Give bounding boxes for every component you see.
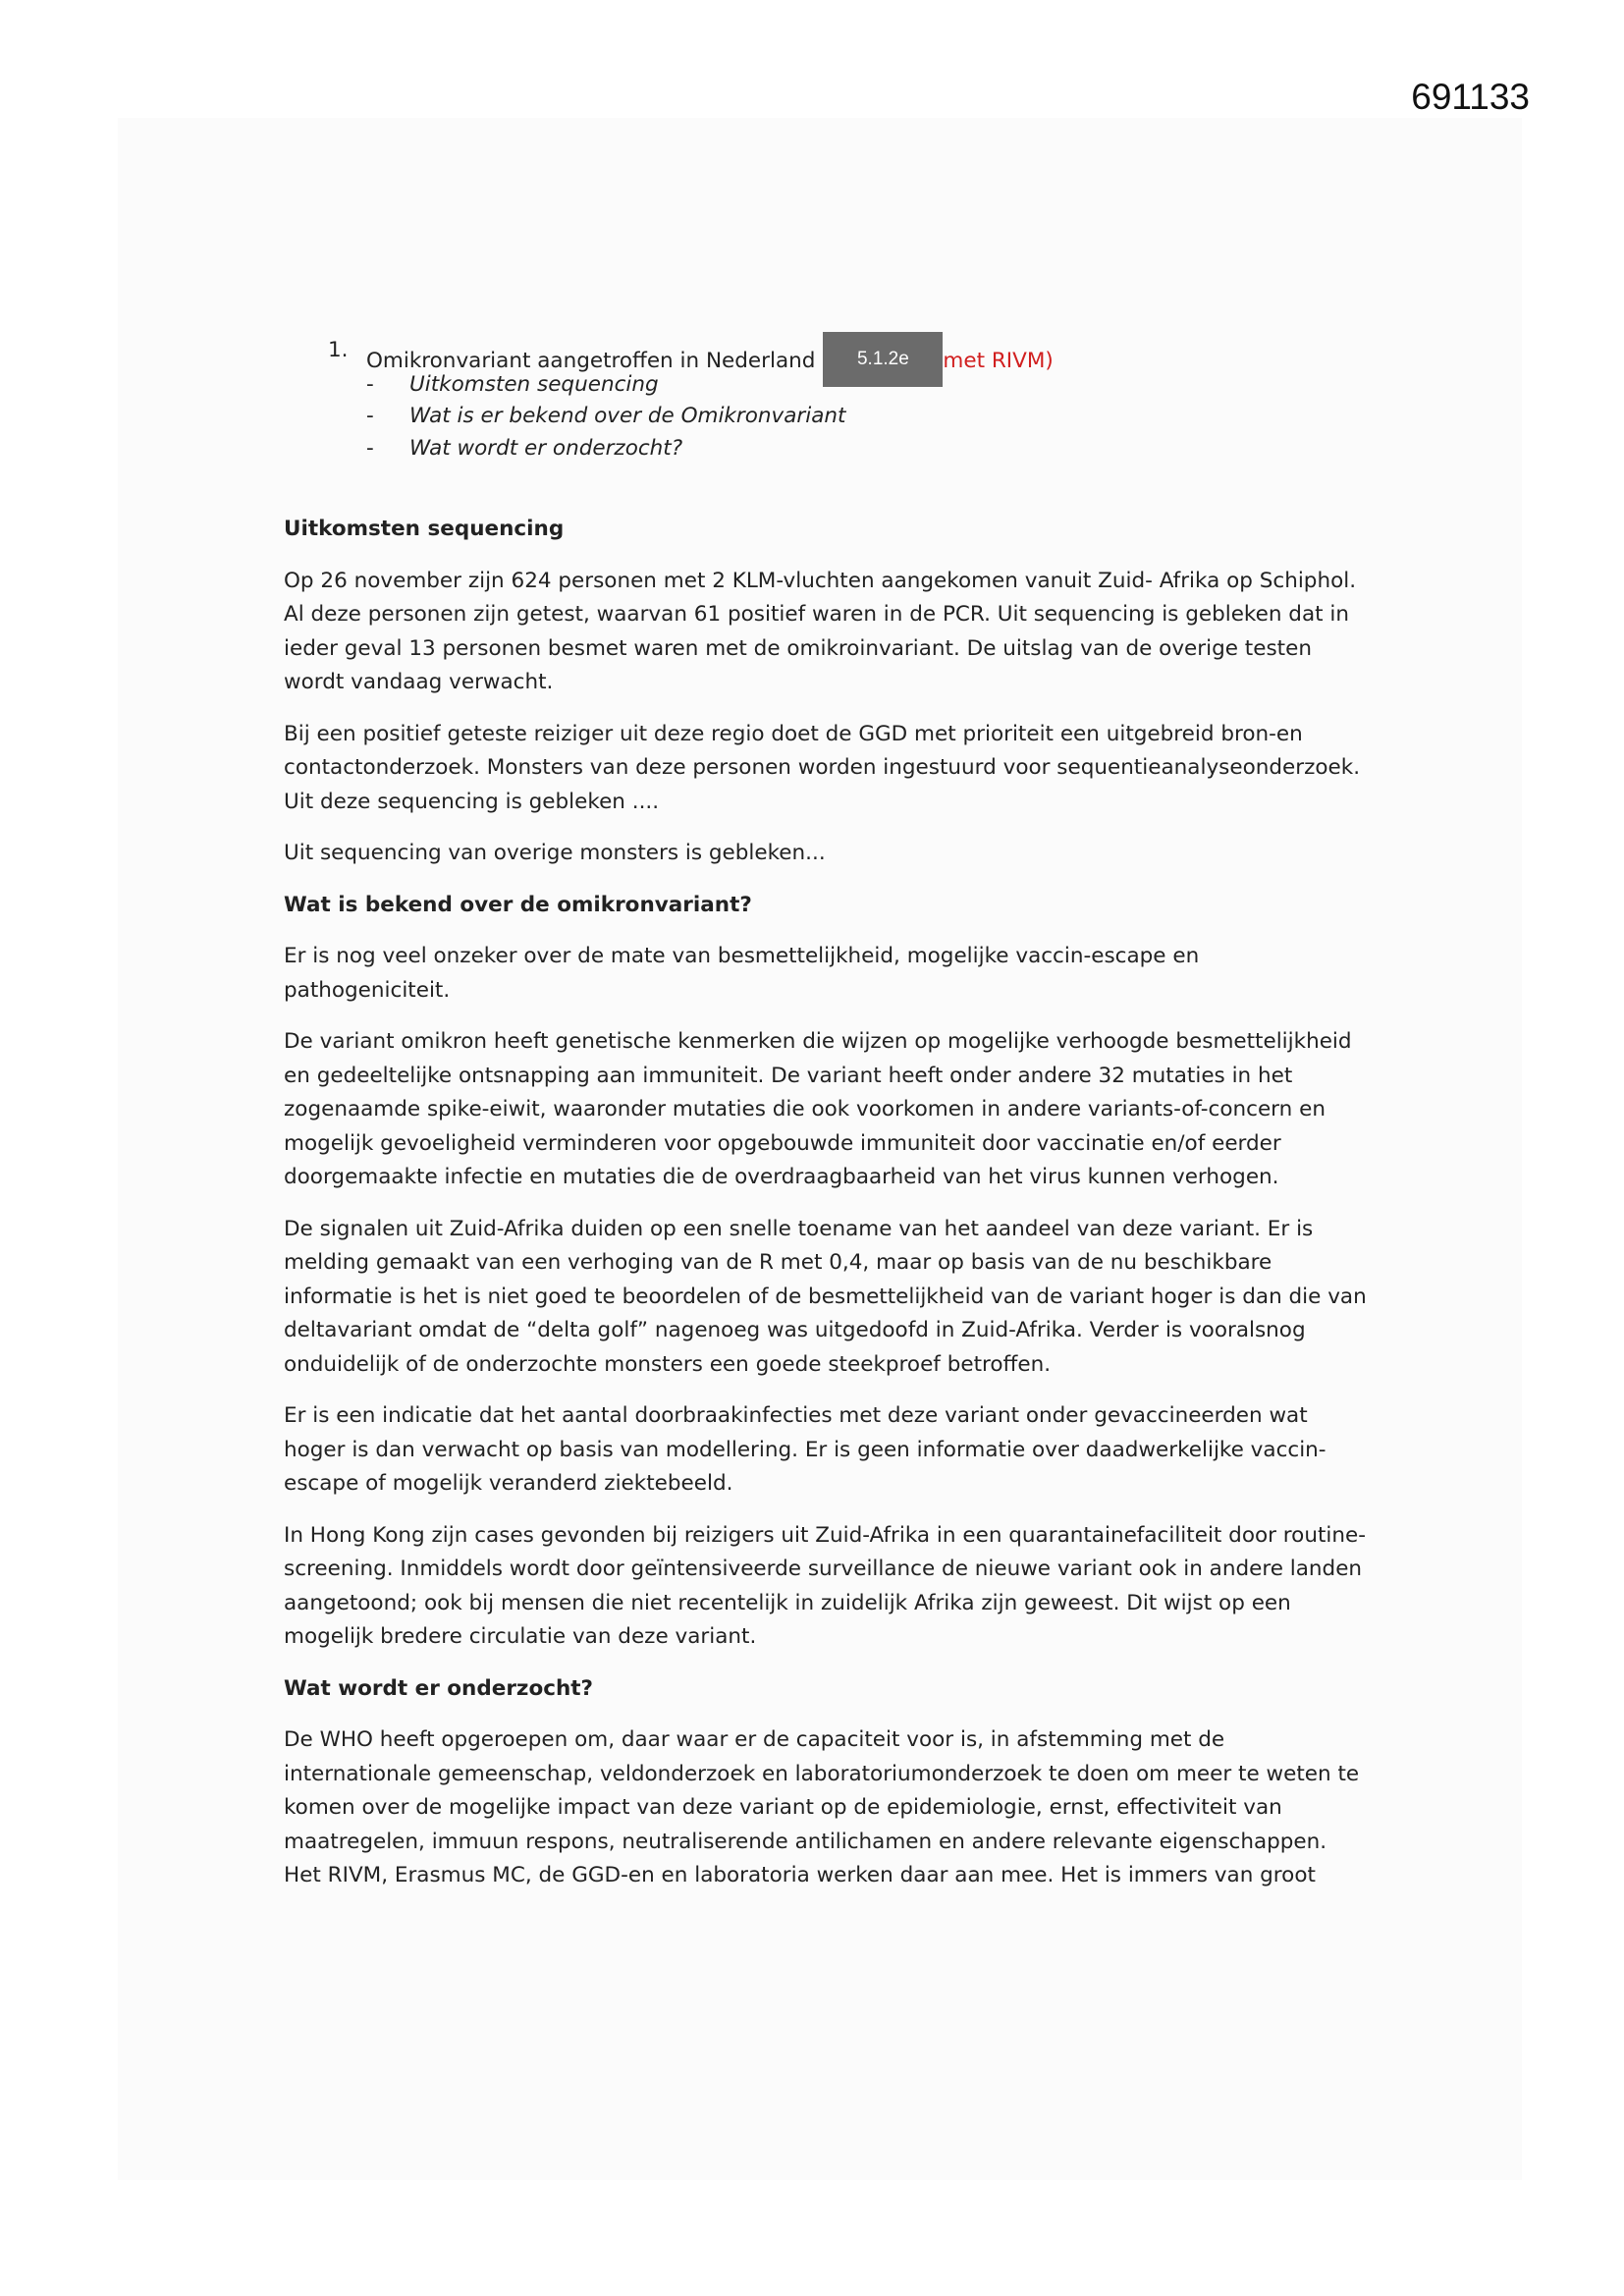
- agenda: [284, 334, 1364, 464]
- agenda-subitem: [366, 368, 1364, 401]
- agenda-subitem-text: Uitkomsten sequencing: [409, 371, 659, 397]
- agenda-title-suffix: met RIVM): [943, 349, 1054, 373]
- agenda-subitems: [284, 368, 1364, 465]
- paragraph: Bij een positief geteste reiziger uit deze regio doet de GGD met prioriteit een uitgebreid bron-en contactonderzoek. Monsters van deze personen worden ingestuurd voor sequentieanalyseonderzoek. Uit deze sequencing is gebleken ....: [284, 721, 1361, 814]
- agenda-item: [284, 334, 1364, 373]
- paragraph: De variant omikron heeft genetische kenmerken die wijzen op mogelijke verhoogde besmettelijkheid en gedeeltelijke ontsnapping aan immuniteit. De variant heeft onder andere 32 mutaties in het zogenaamde spike-eiwit, waaronder mutaties die ook voorkomen in andere variants-of-concern en mogelijk gevoeligheid verminderen voor opgebouwde immuniteit door vaccinatie en/of eerder doorgemaakte infectie en mutaties die de overdraagbaarheid van het virus kunnen verhogen.: [284, 1029, 1352, 1189]
- agenda-title: Omikronvariant aangetroffen in Nederland: [366, 349, 816, 373]
- section-heading: Uitkomsten sequencing: [284, 517, 565, 541]
- dash-bullet: -: [366, 404, 374, 428]
- redaction-box: 5.1.2e: [823, 332, 943, 387]
- section-research: [284, 1672, 1369, 1893]
- section-sequencing: [284, 513, 1369, 871]
- document-body: [284, 334, 1367, 1911]
- paragraph: De signalen uit Zuid-Afrika duiden op een snelle toename van het aandeel van deze variant. Er is melding gemaakt van een verhoging van de R met 0,4, maar op basis van de nu beschikbare informatie is het is niet goed te beoordelen of de besmettelijkheid van de variant hoger is dan die van deltavariant omdat de “delta golf” nagenoeg was uitgedoofd in Zuid-Afrika. Verder is vooralsnog onduidelijk of de onderzochte monsters een goede steekproef betroffen.: [284, 1216, 1367, 1377]
- section-heading: Wat wordt er onderzocht?: [284, 1675, 594, 1701]
- paragraph: Er is nog veel onzeker over de mate van besmettelijkheid, mogelijke vaccin-escape en pathogeniciteit.: [284, 944, 1200, 1003]
- paragraph: In Hong Kong zijn cases gevonden bij reizigers uit Zuid-Afrika in een quarantainefaciliteit door routine-screening. Inmiddels wordt door geïntensiveerde surveillance de nieuwe variant ook in andere landen aangetoond; ook bij mensen die niet recentelijk in zuidelijk Afrika zijn geweest. Dit wijst op een mogelijk bredere circulatie van deze variant.: [284, 1522, 1366, 1649]
- section-known-facts: [284, 889, 1369, 1655]
- agenda-subitem: [366, 400, 1364, 432]
- document-id: 691133: [1411, 77, 1530, 117]
- section-heading: Wat is bekend over de omikronvariant?: [284, 892, 752, 917]
- agenda-subitem-text: Wat wordt er onderzocht?: [409, 435, 683, 461]
- dash-bullet: -: [366, 435, 374, 461]
- paragraph: De WHO heeft opgeroepen om, daar waar er de capaciteit voor is, in afstemming met de internationale gemeenschap, veldonderzoek en laboratoriumonderzoek te doen om meer te weten te komen over de mogelijke impact van deze variant op de epidemiologie, ernst, effectiviteit van maatregelen, immuun respons, neutraliserende antilichamen en andere relevante eigenschappen. Het RIVM, Erasmus MC, de GGD-en en laboratoria werken daar aan mee. Het is immers van groot: [284, 1727, 1360, 1887]
- agenda-number: 1.: [328, 338, 349, 362]
- paragraph: Er is een indicatie dat het aantal doorbraakinfecties met deze variant onder gevaccineerden wat hoger is dan verwacht op basis van modellering. Er is geen informatie over daadwerkelijke vaccin-escape of mogelijk veranderd ziektebeeld.: [284, 1403, 1326, 1496]
- agenda-subitem-text: Wat is er bekend over de Omikronvariant: [409, 404, 846, 428]
- dash-bullet: -: [366, 371, 374, 397]
- paragraph: Uit sequencing van overige monsters is gebleken...: [284, 841, 826, 865]
- paragraph: Op 26 november zijn 624 personen met 2 KLM-vluchten aangekomen vanuit Zuid- Afrika op Schiphol. Al deze personen zijn getest, waarvan 61 positief waren in de PCR. Uit sequencing is gebleken dat in ieder geval 13 personen besmet waren met de omikroinvariant. De uitslag van de overige testen wordt vandaag verwacht.: [284, 568, 1357, 694]
- agenda-subitem: [366, 432, 1364, 465]
